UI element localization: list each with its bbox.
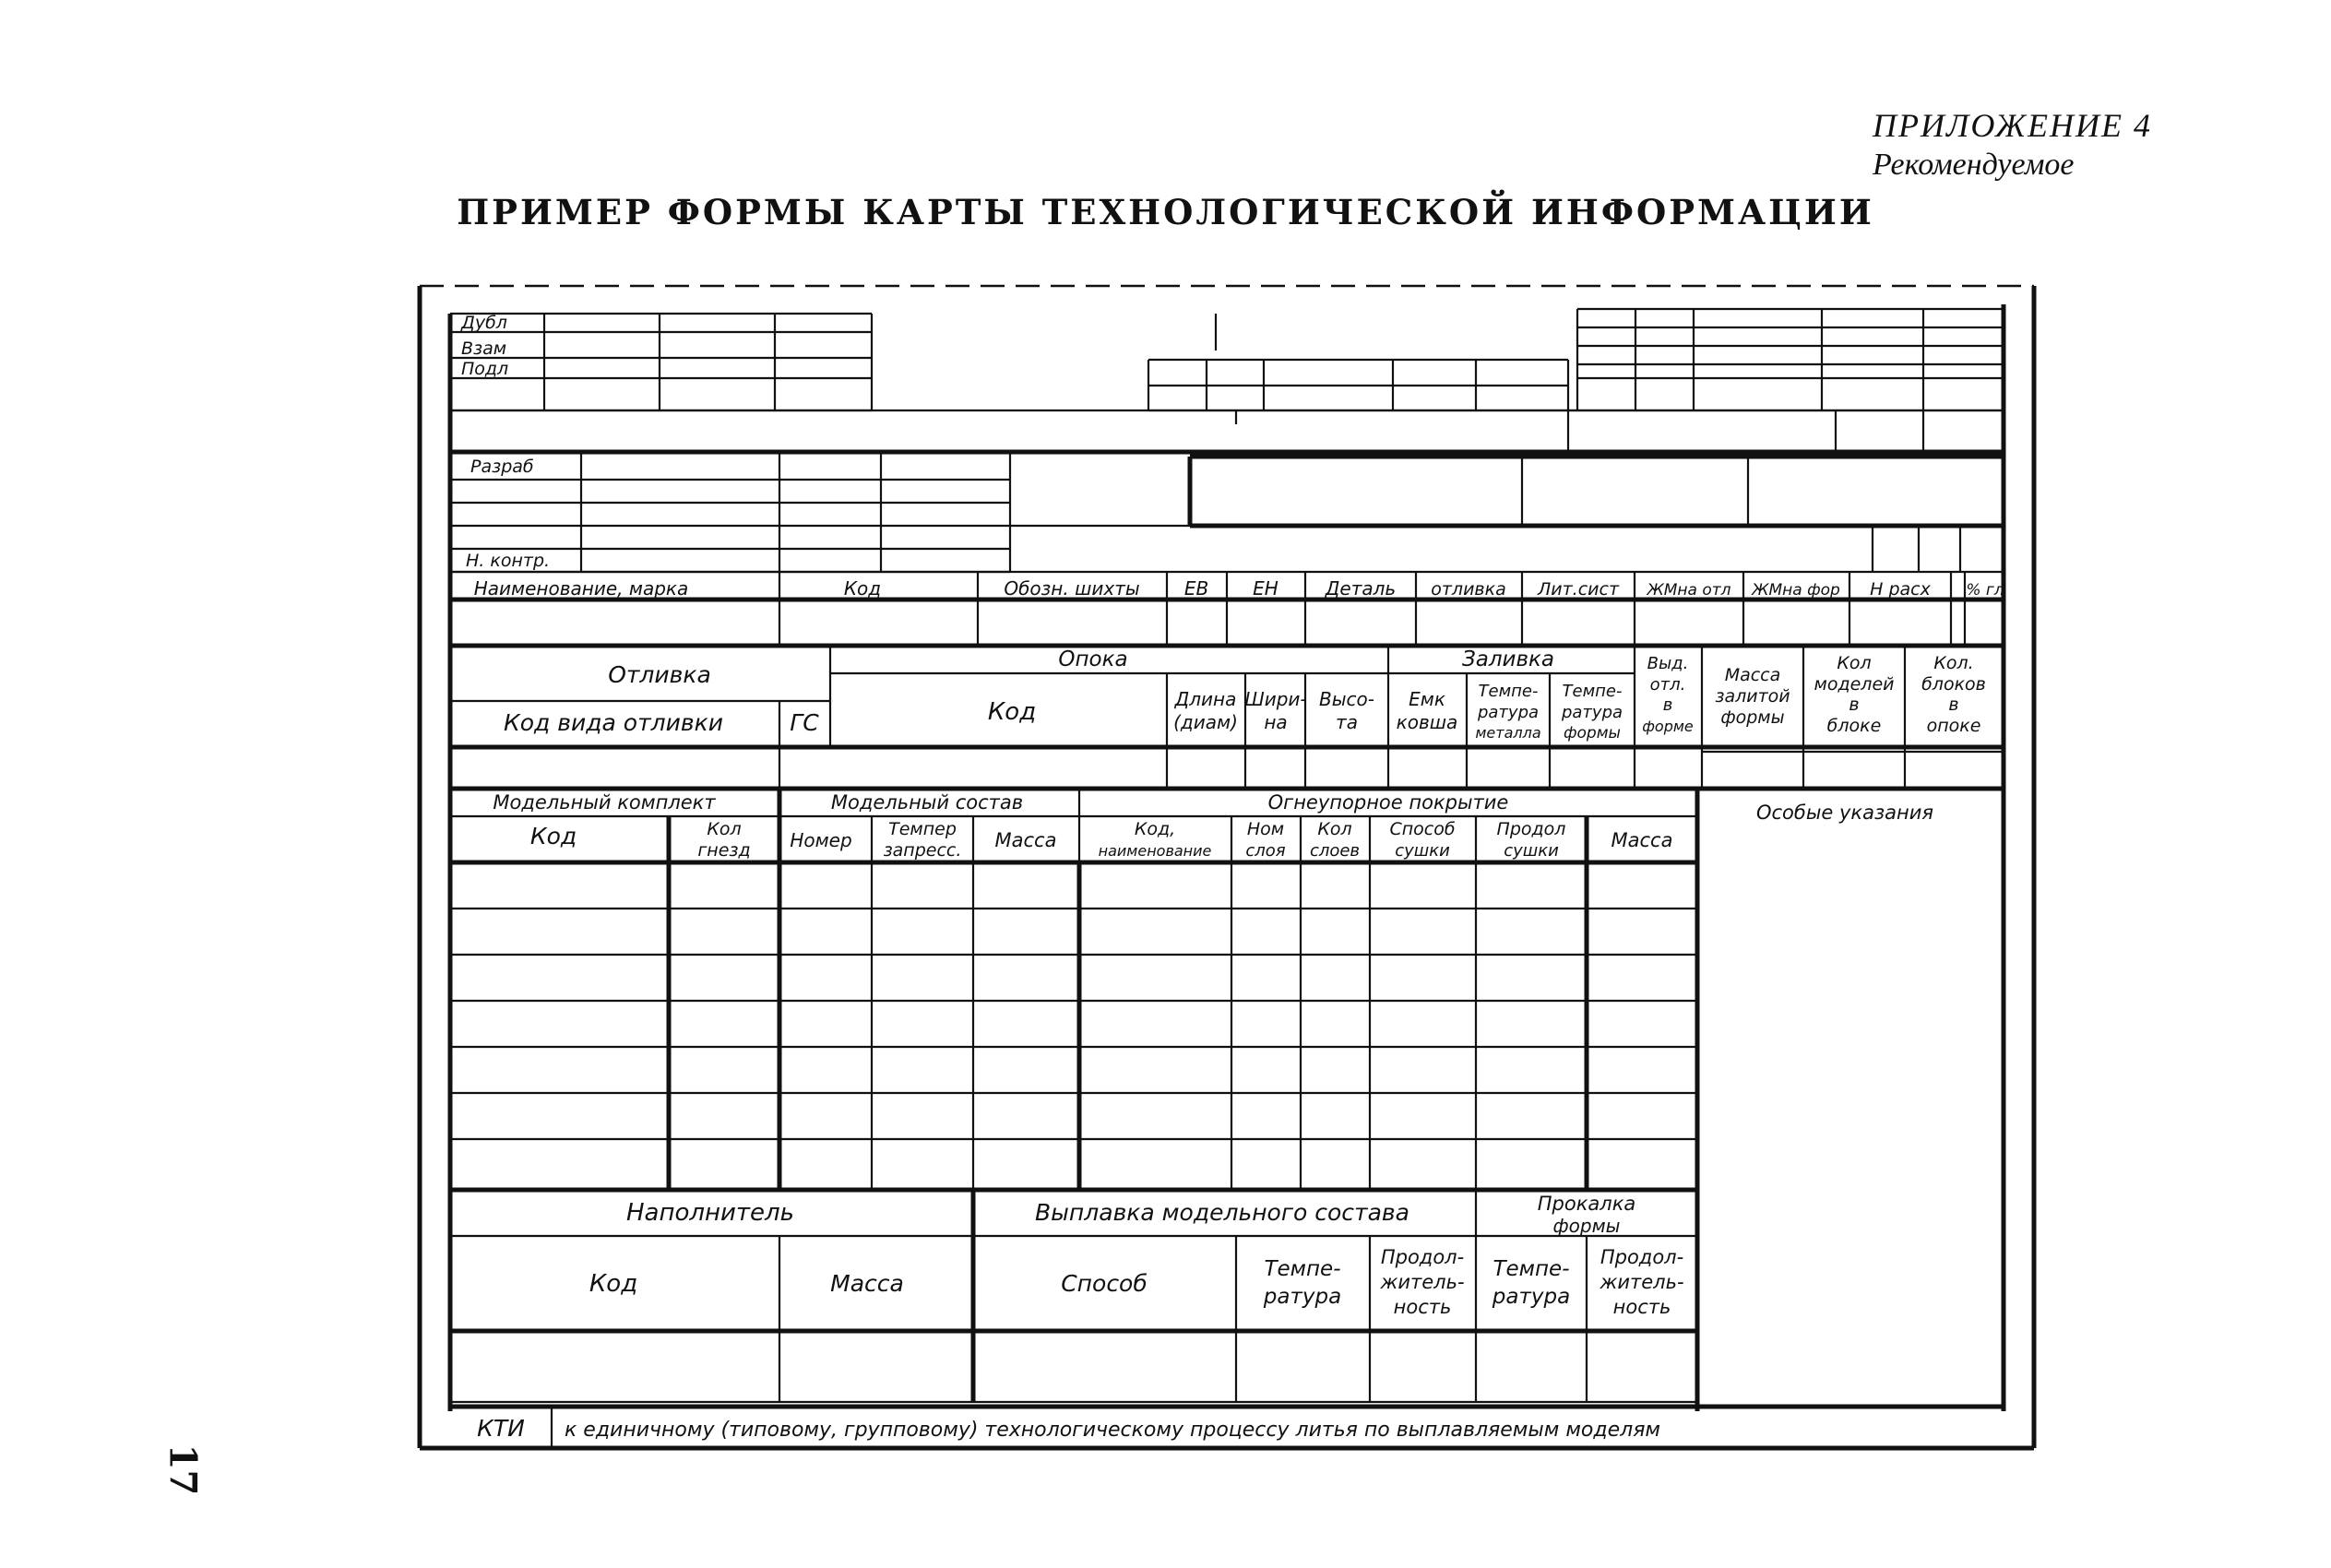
filler-massa: Масса	[830, 1270, 904, 1297]
prod-sushki-label-2: сушки	[1504, 841, 1559, 861]
temp-formy-label-3: формы	[1564, 724, 1621, 742]
gs-label: ГС	[790, 709, 819, 736]
emk-label: Емк	[1409, 688, 1445, 710]
kol-blokov-label-3: в	[1948, 695, 1959, 715]
otlivka-title: Отливка	[608, 661, 711, 688]
temp-metalla-label-3: металла	[1475, 724, 1541, 742]
vzam-label: Взам	[461, 339, 507, 359]
form-grid-lines	[420, 286, 2034, 1448]
dubl-label: Дубл	[461, 313, 507, 333]
nom-sloya-label-2: слоя	[1245, 841, 1286, 861]
dlina-label: Длина	[1174, 688, 1237, 710]
document-title: ПРИМЕР ФОРМЫ КАРТЫ ТЕХНОЛОГИЧЕСКОЙ ИНФОРМАЦИИ	[457, 192, 1874, 232]
filler-title: Наполнитель	[626, 1199, 794, 1227]
kol-modeley-label: Кол	[1837, 653, 1872, 673]
melt-out-title: Выплавка модельного состава	[1035, 1199, 1409, 1226]
calcination-title-2: формы	[1552, 1215, 1621, 1237]
opoka-kod-label: Код	[987, 698, 1037, 726]
vyd-label-2: отл.	[1649, 675, 1686, 695]
calc-prod-label: Продол-	[1600, 1246, 1684, 1268]
lit-sist-header: Лит.сист	[1537, 579, 1620, 600]
melt-temp-label-2: ратура	[1263, 1285, 1342, 1309]
melt-prod-label-3: ность	[1393, 1296, 1452, 1318]
kol-modeley-label-4: блоке	[1826, 716, 1882, 736]
temp-zapress-label: Темпер	[888, 819, 957, 839]
refr-kod-label: Код,	[1134, 819, 1176, 839]
vyd-label-4: форме	[1642, 718, 1694, 735]
temp-metalla-label-2: ратура	[1477, 703, 1540, 722]
kod-header: Код	[843, 577, 882, 600]
model-kit-kod: Код	[529, 823, 577, 849]
opoka-title: Опока	[1058, 647, 1128, 671]
zh-m-for-header: ЖМна фор	[1752, 581, 1840, 600]
nomer-label: Номер	[790, 829, 852, 851]
vyd-label-3: в	[1662, 695, 1673, 715]
massa-zal-label-3: формы	[1720, 707, 1785, 728]
temp-formy-label-2: ратура	[1561, 703, 1623, 722]
detal-header: Деталь	[1325, 577, 1397, 600]
nom-sloya-label: Ном	[1246, 819, 1285, 839]
calc-prod-label-3: ность	[1612, 1296, 1671, 1318]
kol-modeley-label-2: моделей	[1814, 674, 1895, 695]
refr-kod-label-2: наименование	[1098, 842, 1212, 860]
sposob-sushki-label: Способ	[1389, 819, 1456, 839]
podl-label: Подл	[461, 359, 509, 379]
kti-description: к единичному (типовому, групповому) технологическому процессу литья по выплавляемым моделям	[565, 1419, 1661, 1442]
temp-formy-label: Темпе-	[1562, 682, 1623, 701]
appendix-title: ПРИЛОЖЕНИЕ 4	[1873, 107, 2152, 144]
model-kit-title: Модельный комплект	[493, 791, 716, 814]
special-instructions-title: Особые указания	[1755, 802, 1934, 824]
temp-metalla-label: Темпе-	[1478, 682, 1539, 701]
shirina-label-2: на	[1264, 711, 1288, 733]
calc-temp-label: Темпе-	[1493, 1257, 1570, 1281]
diam-label: (диам)	[1173, 711, 1238, 733]
kol-gnezd-label: Кол	[707, 819, 742, 839]
melt-prod-label-2: житель-	[1380, 1271, 1465, 1293]
vysota-label-2: та	[1336, 711, 1358, 733]
kol-sloev-label: Кол	[1317, 819, 1352, 839]
n-kontr-label: Н. контр.	[466, 551, 551, 571]
razrab-label: Разраб	[470, 457, 534, 477]
model-comp-title: Модельный состав	[830, 791, 1024, 814]
prod-sushki-label: Продол	[1496, 819, 1566, 839]
model-comp-massa: Масса	[994, 829, 1057, 851]
melt-prod-label: Продол-	[1380, 1246, 1465, 1268]
kol-blokov-label-2: блоков	[1921, 674, 1986, 695]
page-number: 17	[161, 1443, 205, 1496]
kol-blokov-label-4: опоке	[1926, 716, 1981, 736]
calcination-title: Прокалка	[1537, 1193, 1636, 1215]
refractory-title: Огнеупорное покрытие	[1267, 791, 1509, 814]
ev-header: ЕВ	[1183, 577, 1209, 600]
massa-zal-label: Масса	[1724, 665, 1781, 685]
kol-gnezd-label-2: гнезд	[697, 840, 751, 861]
zalivka-title: Заливка	[1461, 647, 1555, 671]
calc-temp-label-2: ратура	[1492, 1285, 1571, 1309]
sposob-sushki-label-2: сушки	[1395, 841, 1450, 861]
kod-vida-otlivki-label: Код вида отливки	[504, 709, 723, 736]
kol-blokov-label: Кол.	[1933, 653, 1974, 673]
pct-gl-header: % гл	[1966, 581, 2004, 600]
en-header: ЕН	[1253, 577, 1278, 600]
temp-zapress-label-2: запресс.	[883, 840, 962, 861]
otlivka-header: отливка	[1431, 579, 1506, 600]
filler-kod: Код	[589, 1270, 638, 1298]
kovsha-label: ковша	[1396, 711, 1458, 733]
kti-label: КТИ	[477, 1415, 525, 1442]
shirina-label: Шири-	[1244, 688, 1307, 710]
kol-modeley-label-3: в	[1849, 695, 1860, 715]
massa-zal-label-2: залитой	[1715, 686, 1790, 707]
zh-m-otl-header: ЖМна отл	[1647, 581, 1731, 600]
oboz-shikhty-header: Обозн. шихты	[1004, 577, 1140, 600]
melt-out-sposob: Способ	[1061, 1270, 1148, 1297]
naimenovanie-header: Наименование, марка	[473, 577, 689, 600]
vyd-label: Выд.	[1647, 654, 1689, 673]
melt-temp-label: Темпе-	[1264, 1257, 1341, 1281]
appendix-subtitle: Рекомендуемое	[1873, 148, 2075, 182]
n-rash-header: Н расх	[1870, 579, 1931, 600]
refr-massa: Масса	[1611, 829, 1673, 851]
kol-sloev-label-2: слоев	[1309, 841, 1361, 861]
vysota-label: Высо-	[1319, 688, 1374, 710]
calc-prod-label-2: житель-	[1600, 1271, 1684, 1293]
